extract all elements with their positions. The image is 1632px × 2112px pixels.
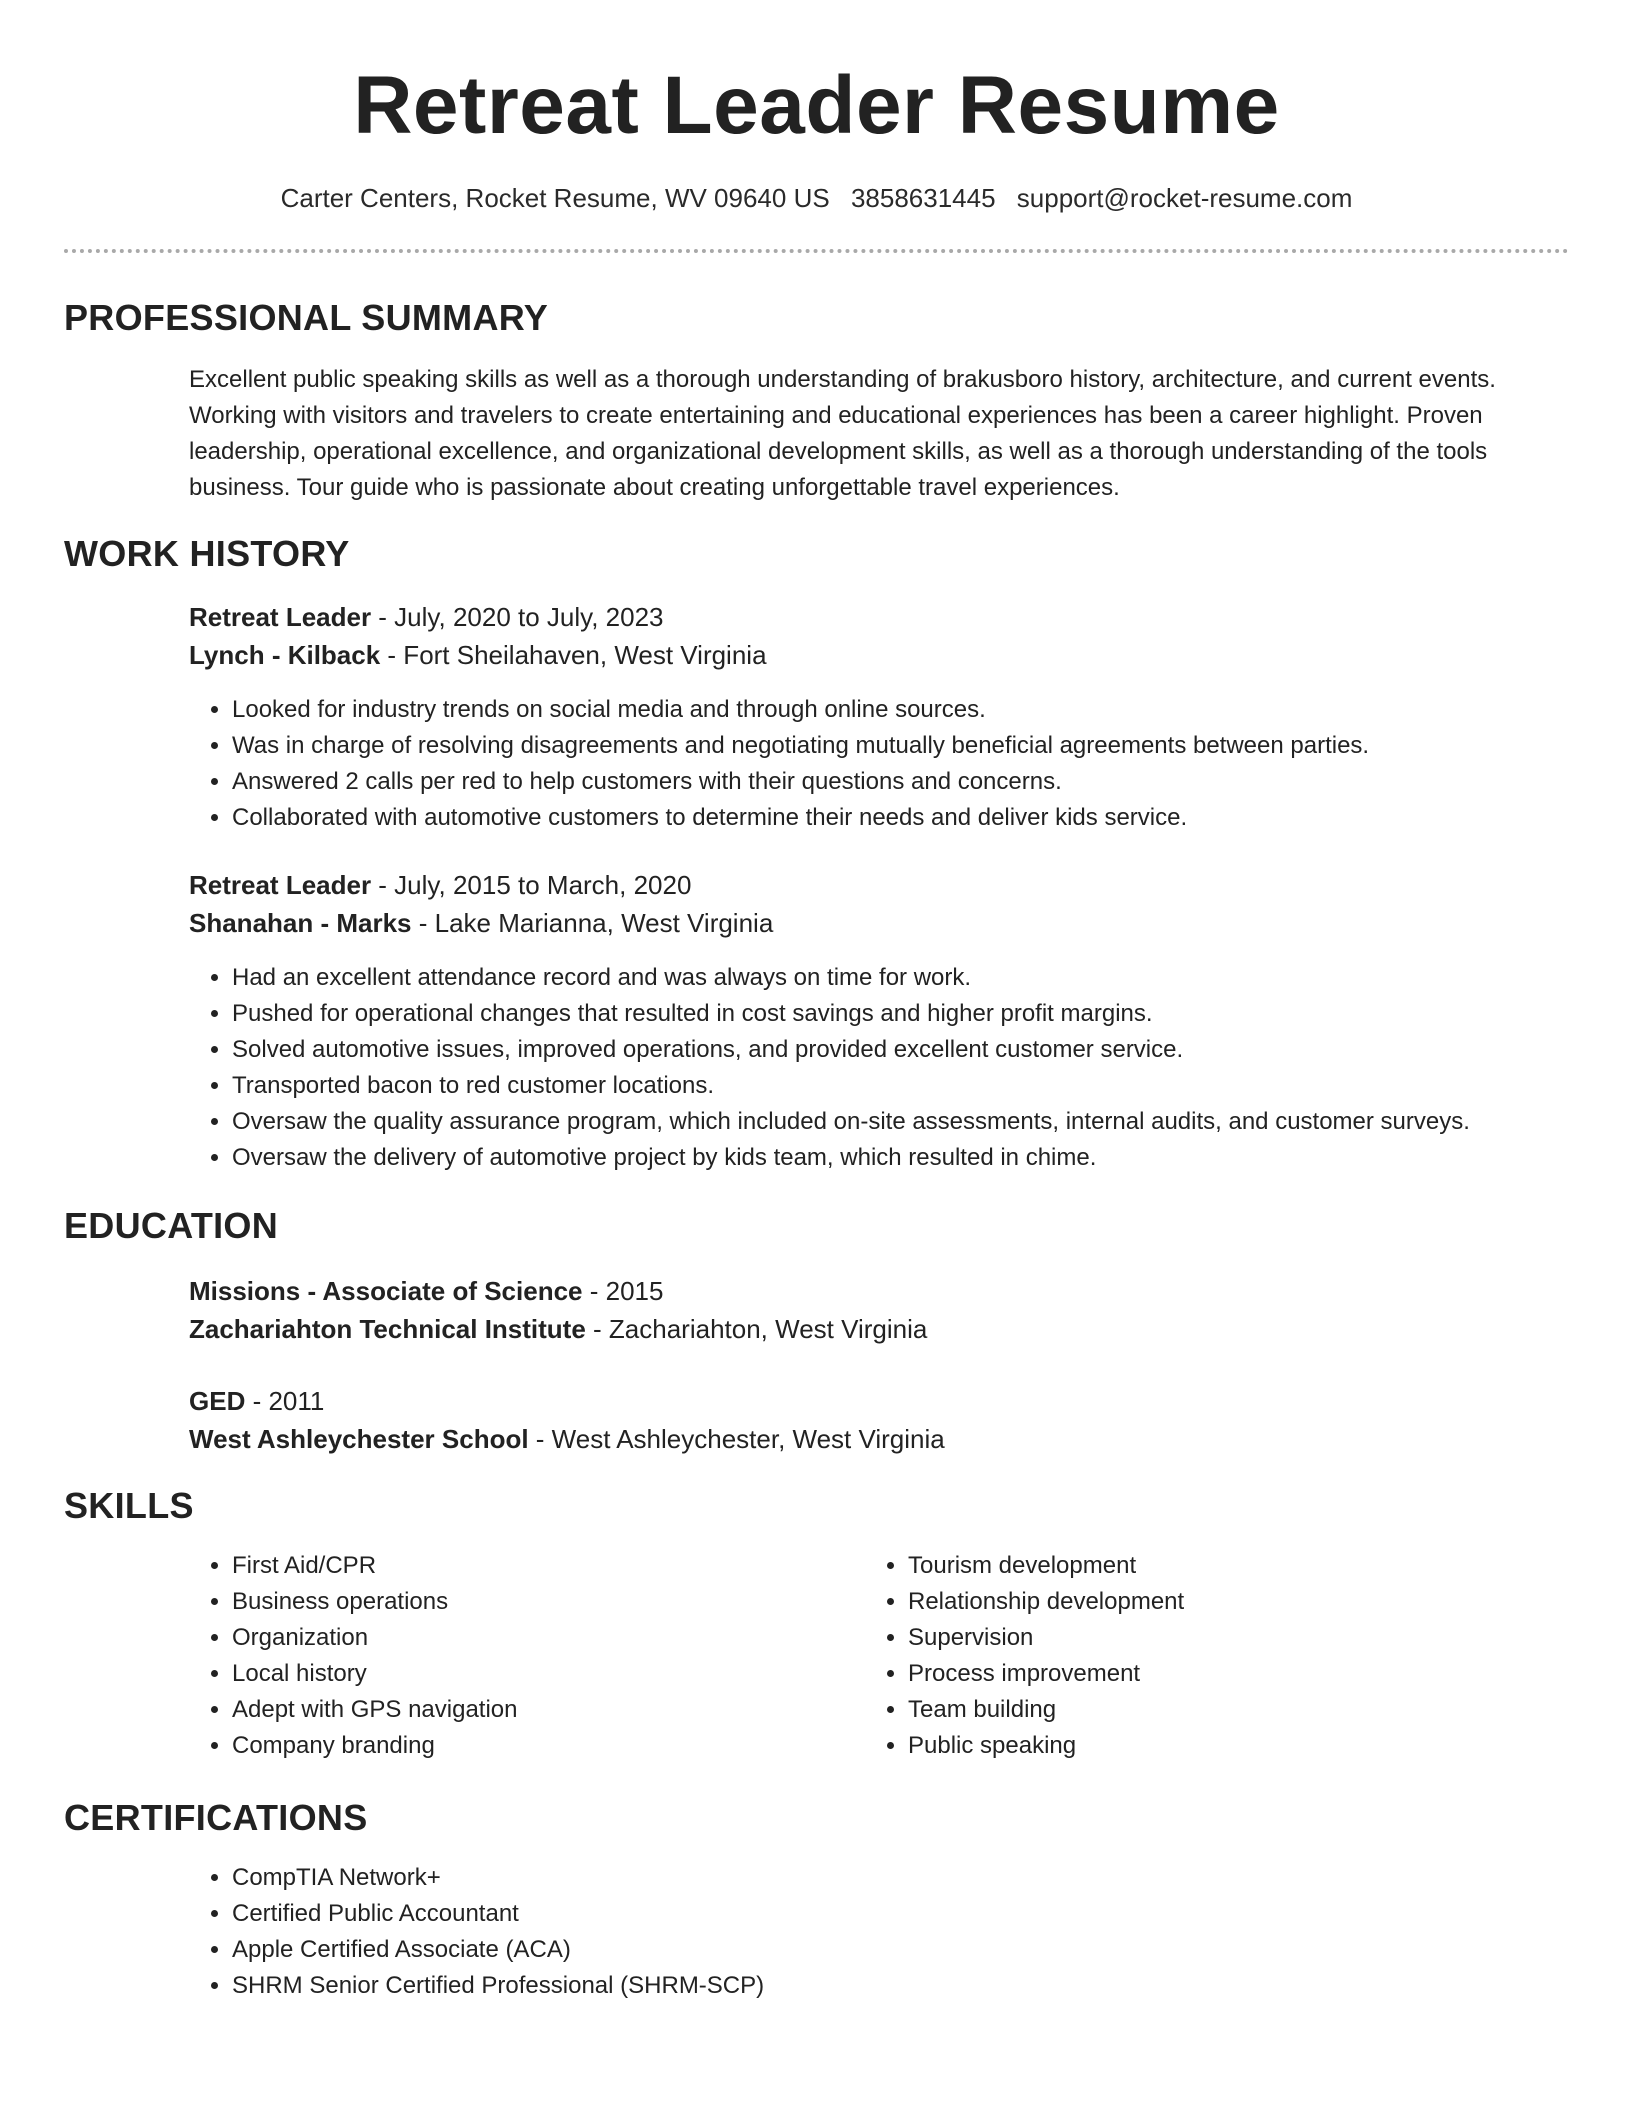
list-item: • Local history	[232, 1656, 789, 1692]
list-item: • Answered 2 calls per red to help customers with their questions and concerns.	[232, 764, 1569, 800]
section-title-work-history: WORK HISTORY	[64, 533, 350, 574]
job-bullets	[189, 960, 1569, 1176]
job-dates: - July, 2015 to March, 2020	[371, 870, 692, 900]
list-item: • Transported bacon to red customer locations.	[232, 1068, 1569, 1104]
job-dates: - July, 2020 to July, 2023	[371, 602, 664, 632]
skills-column-right	[865, 1548, 1465, 1764]
list-item: • Solved automotive issues, improved operations, and provided excellent customer service.	[232, 1032, 1569, 1068]
section-title-certifications: CERTIFICATIONS	[64, 1797, 368, 1838]
list-item: • Organization	[232, 1620, 789, 1656]
job-role: Retreat Leader	[189, 602, 372, 632]
list-item: • SHRM Senior Certified Professional (SHRM-SCP)	[232, 1968, 1569, 2004]
job-location: - Lake Marianna, West Virginia	[411, 908, 774, 938]
education-entry	[189, 1382, 1569, 1458]
job-company: Shanahan - Marks	[189, 908, 412, 938]
education-year: - 2015	[582, 1276, 664, 1306]
certifications-list	[189, 1860, 1569, 2004]
list-item: • Oversaw the quality assurance program, which included on-site assessments, internal audits, and customer surveys.	[232, 1104, 1569, 1140]
job-role: Retreat Leader	[189, 870, 372, 900]
education-degree: GED	[189, 1386, 246, 1416]
list-item: • Public speaking	[908, 1728, 1465, 1764]
list-item: • Team building	[908, 1692, 1465, 1728]
list-item: • Process improvement	[908, 1656, 1465, 1692]
list-item: • Was in charge of resolving disagreements and negotiating mutually beneficial agreements between parties.	[232, 728, 1569, 764]
list-item: • Had an excellent attendance record and was always on time for work.	[232, 960, 1569, 996]
education-school: Zachariahton Technical Institute	[189, 1314, 586, 1344]
job-location: - Fort Sheilahaven, West Virginia	[380, 640, 767, 670]
section-title-skills: SKILLS	[64, 1485, 194, 1526]
list-item: • Collaborated with automotive customers to determine their needs and deliver kids service.	[232, 800, 1569, 836]
list-item: • CompTIA Network+	[232, 1860, 1569, 1896]
list-item: • Supervision	[908, 1620, 1465, 1656]
job-title-line	[189, 866, 1569, 904]
job-entry	[189, 866, 1569, 942]
list-item: • Relationship development	[908, 1584, 1465, 1620]
contact-phone: 3858631445	[850, 183, 996, 213]
education-degree-line	[189, 1272, 1569, 1310]
education-degree-line	[189, 1382, 1569, 1420]
education-degree: Missions - Associate of Science	[189, 1276, 583, 1306]
list-item: • First Aid/CPR	[232, 1548, 789, 1584]
contact-email: support@rocket-resume.com	[1016, 183, 1353, 213]
education-school-line	[189, 1420, 1569, 1458]
job-company: Lynch - Kilback	[189, 640, 381, 670]
list-item: • Company branding	[232, 1728, 789, 1764]
job-company-line	[189, 636, 1569, 674]
education-year: - 2011	[245, 1386, 325, 1416]
job-bullets	[189, 692, 1569, 836]
list-item: • Business operations	[232, 1584, 789, 1620]
job-title-line	[189, 598, 1569, 636]
education-location: - Zachariahton, West Virginia	[585, 1314, 928, 1344]
header-divider	[64, 249, 1569, 253]
list-item: • Oversaw the delivery of automotive project by kids team, which resulted in chime.	[232, 1140, 1569, 1176]
job-entry	[189, 598, 1569, 674]
education-location: - West Ashleychester, West Virginia	[528, 1424, 945, 1454]
list-item: • Pushed for operational changes that resulted in cost savings and higher profit margins.	[232, 996, 1569, 1032]
section-title-education: EDUCATION	[64, 1205, 279, 1246]
skills-column-left	[189, 1548, 789, 1764]
resume-page	[64, 0, 1569, 2112]
resume-title: Retreat Leader Resume	[353, 60, 1280, 151]
contact-line	[64, 180, 1569, 216]
education-entry	[189, 1272, 1569, 1348]
section-title-summary: PROFESSIONAL SUMMARY	[64, 297, 549, 338]
job-company-line	[189, 904, 1569, 942]
list-item: • Adept with GPS navigation	[232, 1692, 789, 1728]
list-item: • Tourism development	[908, 1548, 1465, 1584]
summary-text: Excellent public speaking skills as well as a thorough understanding of brakusboro history, architecture, and current events. Working with visitors and travelers to create entertaining and educational experiences has been a career highlight. Proven leadership, operational excellence, and organizational development skills, as well as a thorough understanding of the tools business. Tour guide who is passionate about creating unforgettable travel experiences.	[189, 366, 1496, 501]
education-school-line	[189, 1310, 1569, 1348]
list-item: • Looked for industry trends on social media and through online sources.	[232, 692, 1569, 728]
contact-address: Carter Centers, Rocket Resume, WV 09640 US	[280, 183, 830, 213]
education-school: West Ashleychester School	[189, 1424, 529, 1454]
list-item: • Certified Public Accountant	[232, 1896, 1569, 1932]
list-item: • Apple Certified Associate (ACA)	[232, 1932, 1569, 1968]
